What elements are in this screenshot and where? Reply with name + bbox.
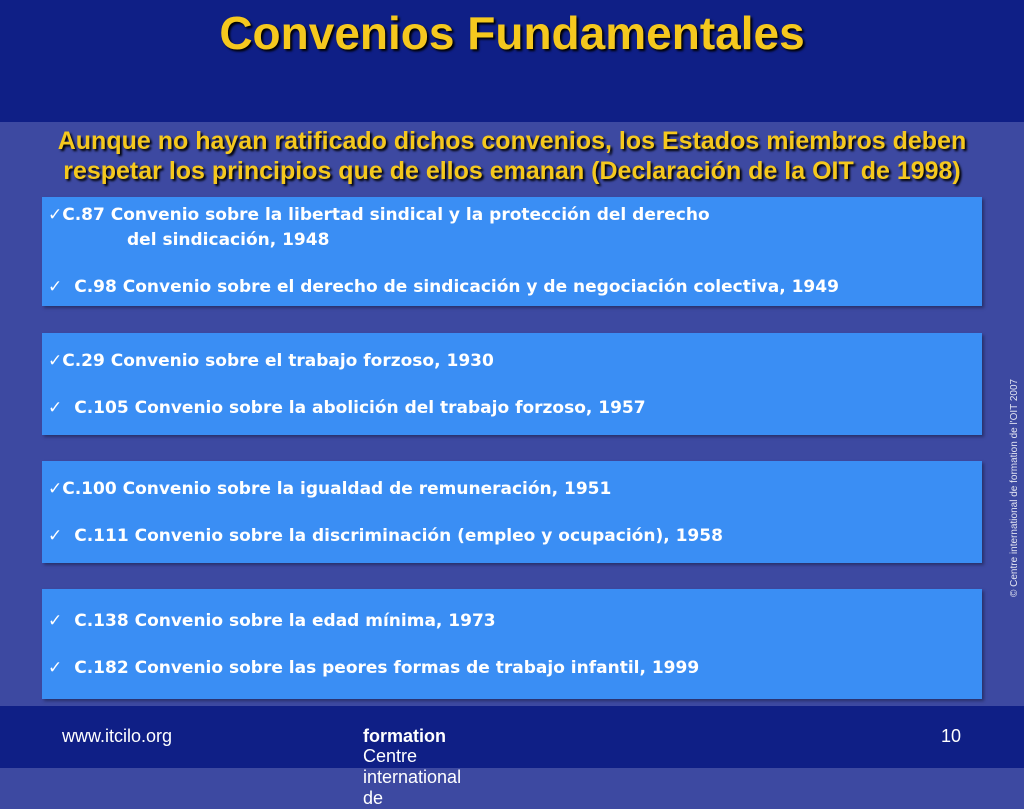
convention-c105: C.105 Convenio sobre la abolición del trabajo forzoso, 1957 bbox=[74, 398, 646, 418]
convention-box-discrimination bbox=[42, 461, 982, 563]
footer-organization bbox=[363, 726, 462, 808]
list-item bbox=[48, 349, 494, 373]
checkmark-icon: ✓ bbox=[48, 658, 63, 678]
page-number: 10 bbox=[941, 726, 962, 746]
checkmark-icon: ✓ bbox=[48, 611, 63, 631]
convention-box-freedom-association bbox=[42, 197, 982, 306]
list-item bbox=[48, 203, 710, 227]
convention-c98: C.98 Convenio sobre el derecho de sindicación y de negociación colectiva, 1949 bbox=[74, 277, 839, 297]
checkmark-icon: ✓ bbox=[48, 205, 63, 225]
list-item bbox=[48, 609, 496, 633]
list-item bbox=[48, 477, 611, 501]
convention-c138: C.138 Convenio sobre la edad mínima, 1973 bbox=[74, 611, 496, 631]
checkmark-icon: ✓ bbox=[48, 351, 63, 371]
footer-url: www.itcilo.org bbox=[62, 726, 173, 746]
list-item bbox=[48, 656, 699, 680]
convention-box-child-labour bbox=[42, 589, 982, 699]
list-item bbox=[48, 275, 839, 299]
list-item bbox=[48, 524, 723, 548]
convention-c100: C.100 Convenio sobre la igualdad de remuneración, 1951 bbox=[62, 479, 612, 499]
convention-box-forced-labour bbox=[42, 333, 982, 435]
copyright-note: © Centre international de formation de l'OIT 2007 bbox=[1009, 378, 1020, 597]
convention-c111: C.111 Convenio sobre la discriminación (empleo y ocupación), 1958 bbox=[74, 526, 723, 546]
subtitle-line-1: Aunque no hayan ratificado dichos convenios, los Estados miembros deben bbox=[57, 127, 967, 155]
footer-org-prefix: Centre international de bbox=[363, 746, 462, 808]
convention-c182: C.182 Convenio sobre las peores formas de trabajo infantil, 1999 bbox=[74, 658, 700, 678]
slide-subtitle bbox=[20, 126, 1004, 186]
slide-title: Convenios Fundamentales bbox=[219, 7, 805, 59]
footer-band bbox=[0, 706, 1024, 808]
footer-org-bold: formation bbox=[363, 726, 446, 746]
convention-c87-line2: del sindicación, 1948 bbox=[127, 230, 330, 250]
checkmark-icon: ✓ bbox=[48, 277, 63, 297]
checkmark-icon: ✓ bbox=[48, 526, 63, 546]
checkmark-icon: ✓ bbox=[48, 398, 63, 418]
checkmark-icon: ✓ bbox=[48, 479, 63, 499]
subtitle-line-2: respetar los principios que de ellos emanan (Declaración de la OIT de 1998) bbox=[63, 157, 961, 185]
convention-c87-line1: C.87 Convenio sobre la libertad sindical y la protección del derecho bbox=[62, 205, 710, 225]
convention-c29: C.29 Convenio sobre el trabajo forzoso, 1930 bbox=[62, 351, 494, 371]
list-item bbox=[48, 396, 646, 420]
